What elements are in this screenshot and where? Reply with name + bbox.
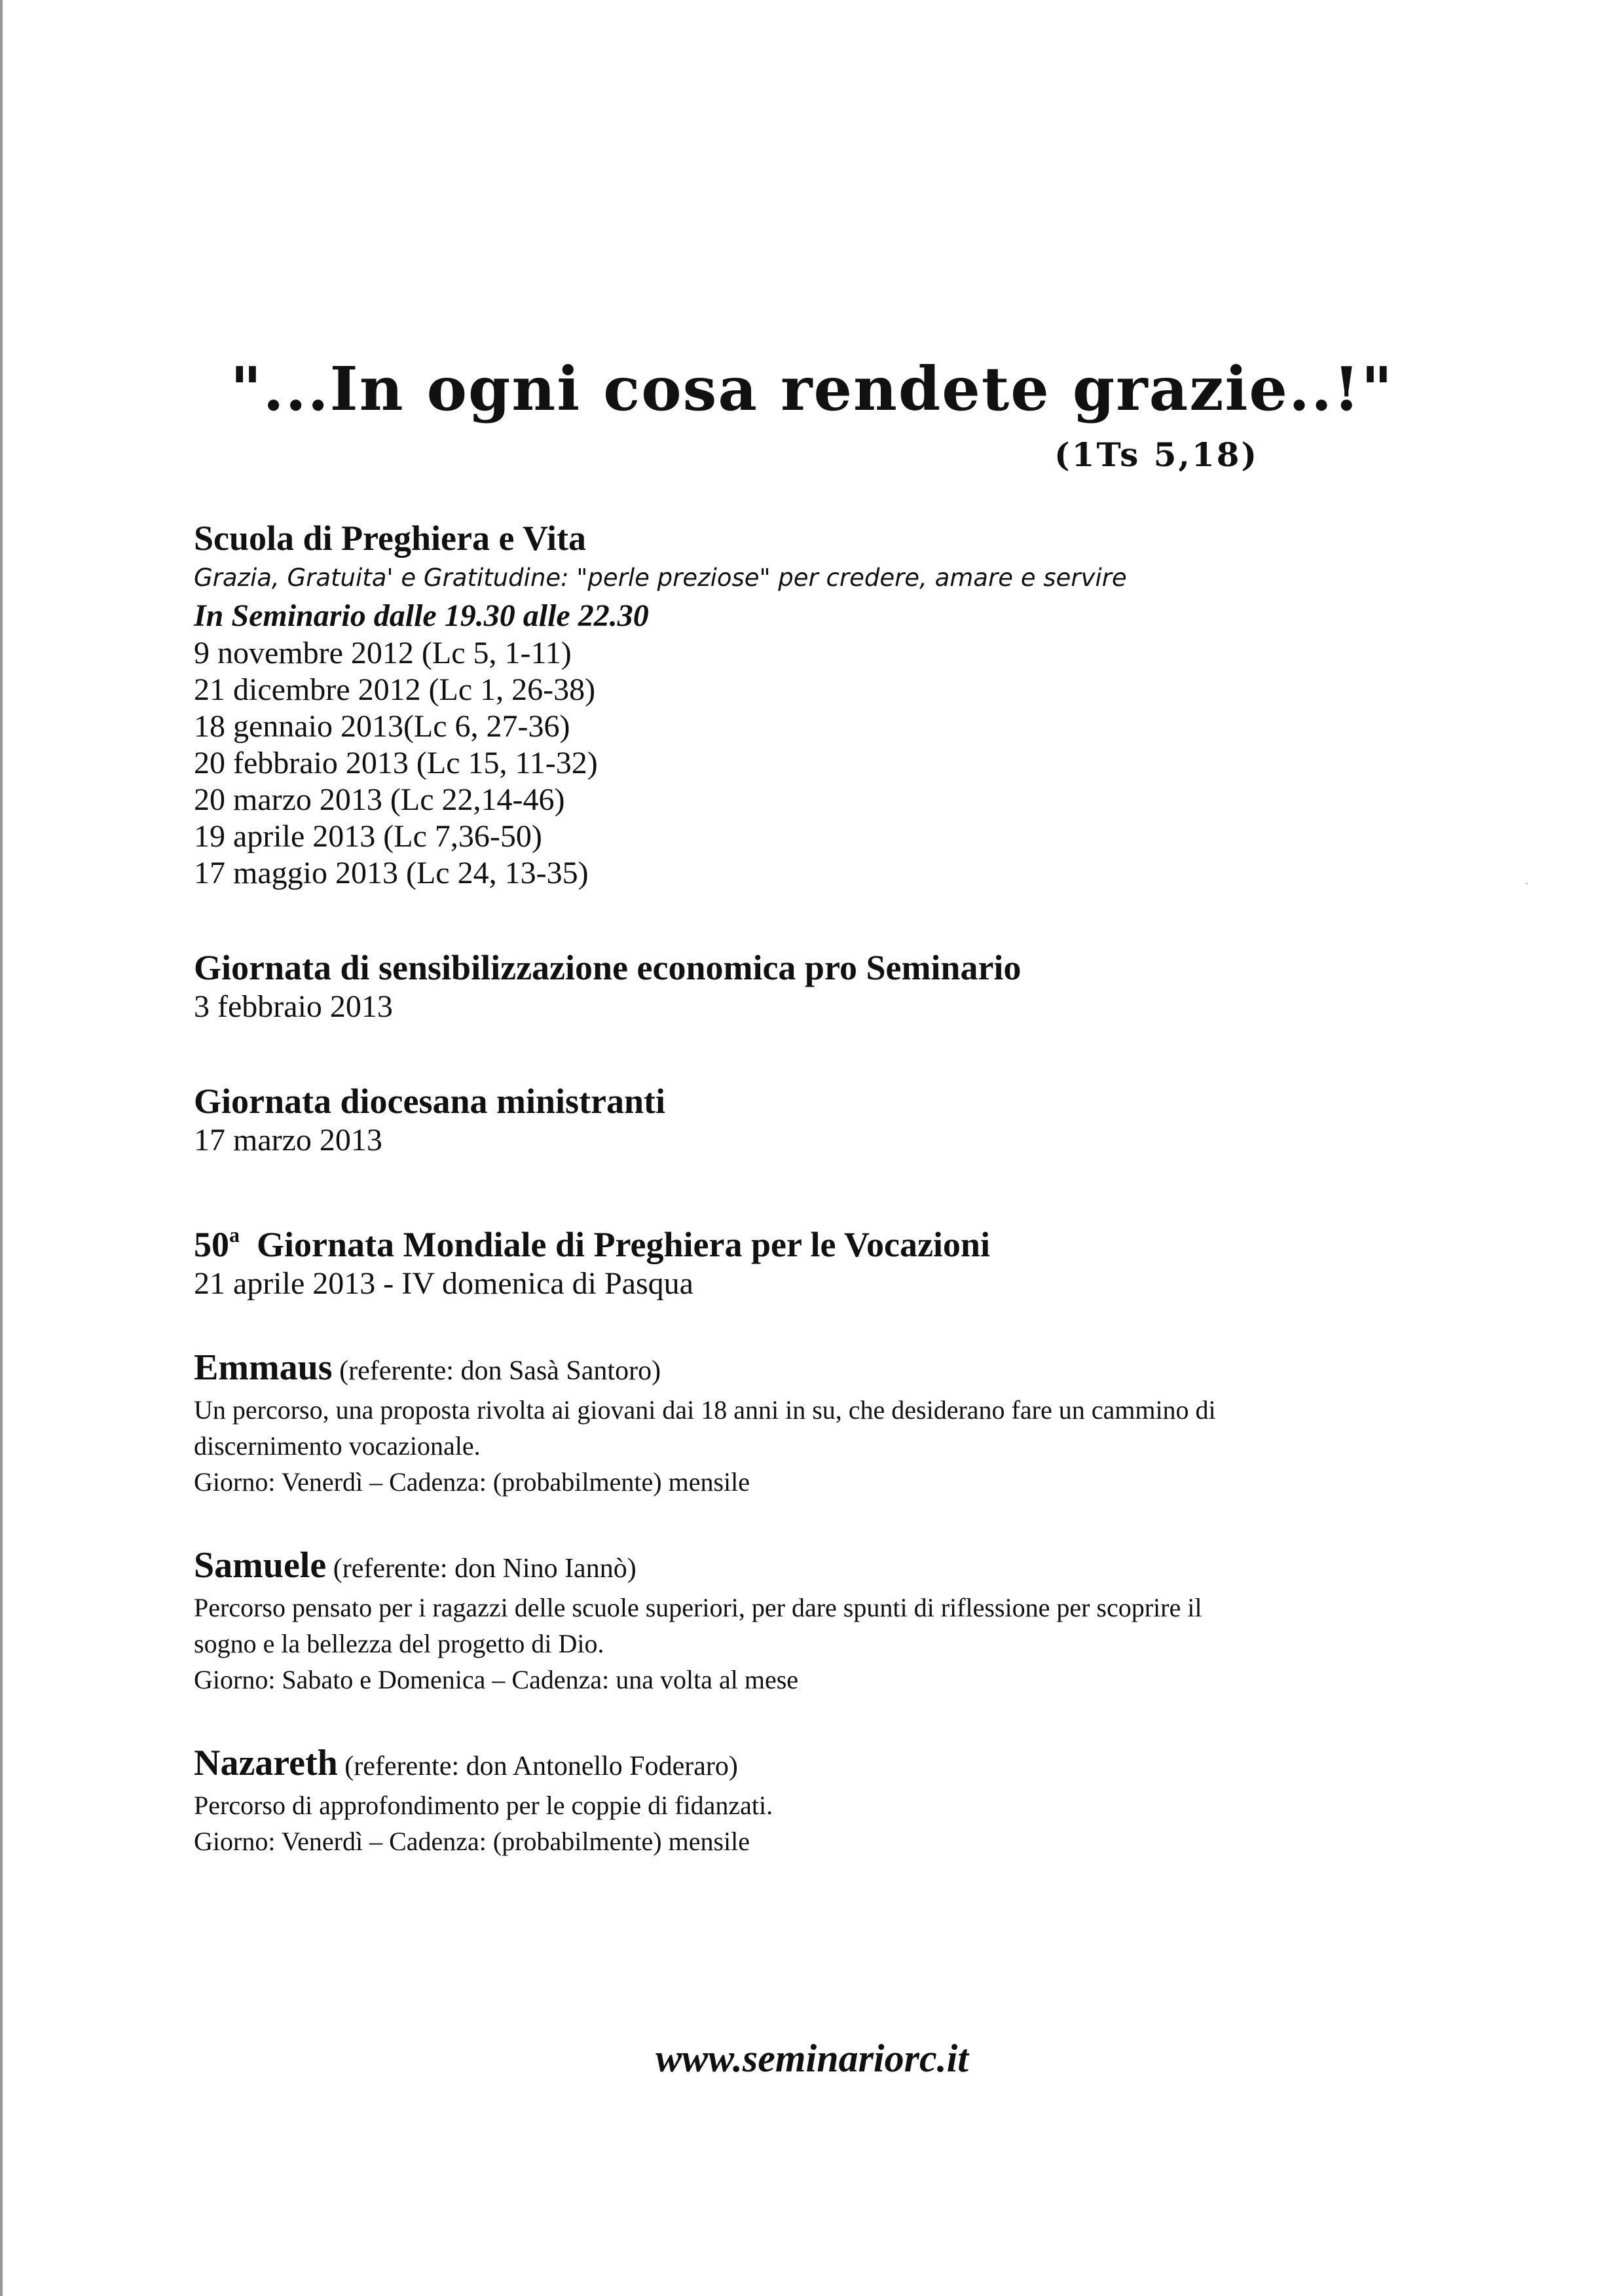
scuola-date: 17 maggio 2013 (Lc 24, 13-35) — [194, 856, 589, 890]
scuola-date: 19 aprile 2013 (Lc 7,36-50) — [194, 819, 542, 854]
program-name: Samuele — [194, 1545, 327, 1586]
event-date: 17 marzo 2013 — [194, 1123, 382, 1157]
program-description: Un percorso, una proposta rivolta ai giovani dai 18 anni in su, che desiderano fare un cammino di — [194, 1395, 1216, 1425]
program-name: Nazareth — [194, 1743, 338, 1783]
scuola-date: 20 febbraio 2013 (Lc 15, 11-32) — [194, 746, 598, 780]
vocazioni-date: 21 aprile 2013 - IV domenica di Pasqua — [194, 1266, 693, 1301]
program-description: Percorso di approfondimento per le coppie di fidanzati. — [194, 1791, 773, 1820]
program-description: sogno e la bellezza del progetto di Dio. — [194, 1629, 604, 1658]
scuola-date: 9 novembre 2012 (Lc 5, 1-11) — [194, 636, 572, 670]
event-economica — [194, 947, 1438, 1025]
program-schedule: Giorno: Venerdì – Cadenza: (probabilmente) mensile — [194, 1467, 750, 1497]
vocazioni-title: Giornata Mondiale di Preghiera per le Vocazioni — [257, 1225, 990, 1264]
program-schedule: Giorno: Venerdì – Cadenza: (probabilmente) mensile — [194, 1827, 750, 1856]
website-link[interactable]: www.seminariorc.it — [655, 2037, 969, 2080]
program-header — [194, 1544, 1438, 1590]
scuola-section — [194, 517, 1438, 892]
vocazioni-superscript: a — [229, 1223, 240, 1247]
vocazioni-heading — [194, 1214, 1438, 1266]
scuola-date: 21 dicembre 2012 (Lc 1, 26-38) — [194, 672, 596, 707]
page-title: "...In ogni cosa rendete grazie..!" — [230, 354, 1394, 424]
program-referent: (referente: don Nino Iannò) — [333, 1554, 637, 1584]
scuola-date: 20 marzo 2013 (Lc 22,14-46) — [194, 782, 565, 817]
page-left-edge — [0, 0, 3, 2296]
vocazioni-number: 50 — [194, 1225, 229, 1264]
program-description: discernimento vocazionale. — [194, 1431, 481, 1461]
program-referent: (referente: don Sasà Santoro) — [339, 1356, 661, 1386]
scuola-date: 18 gennaio 2013(Lc 6, 27-36) — [194, 709, 570, 744]
event-heading: Giornata di sensibilizzazione economica pro Seminario — [194, 948, 1022, 987]
program-name: Emmaus — [194, 1347, 333, 1388]
scuola-heading: Scuola di Preghiera e Vita — [194, 519, 586, 558]
program-emmaus — [194, 1347, 1438, 1500]
content — [194, 517, 1438, 1859]
scuola-timing: In Seminario dalle 19.30 alle 22.30 — [194, 598, 649, 633]
vocazioni-section — [194, 1214, 1438, 1302]
program-schedule: Giorno: Sabato e Domenica – Cadenza: una volta al mese — [194, 1665, 799, 1694]
program-description: Percorso pensato per i ragazzi delle scuole superiori, per dare spunti di riflessione per scoprire il — [194, 1593, 1202, 1622]
scuola-subtitle: Grazia, Gratuita' e Gratitudine: "perle preziose" per credere, amare e servire — [194, 564, 1127, 592]
event-date: 3 febbraio 2013 — [194, 989, 393, 1024]
program-nazareth — [194, 1742, 1438, 1859]
event-heading: Giornata diocesana ministranti — [194, 1082, 666, 1121]
bible-citation: (1Ts 5,18) — [1054, 435, 1259, 474]
event-ministranti — [194, 1080, 1438, 1159]
scan-speck — [1526, 883, 1528, 884]
program-header — [194, 1347, 1438, 1392]
program-header — [194, 1742, 1438, 1787]
program-referent: (referente: don Antonello Foderaro) — [344, 1751, 738, 1781]
program-samuele — [194, 1544, 1438, 1698]
